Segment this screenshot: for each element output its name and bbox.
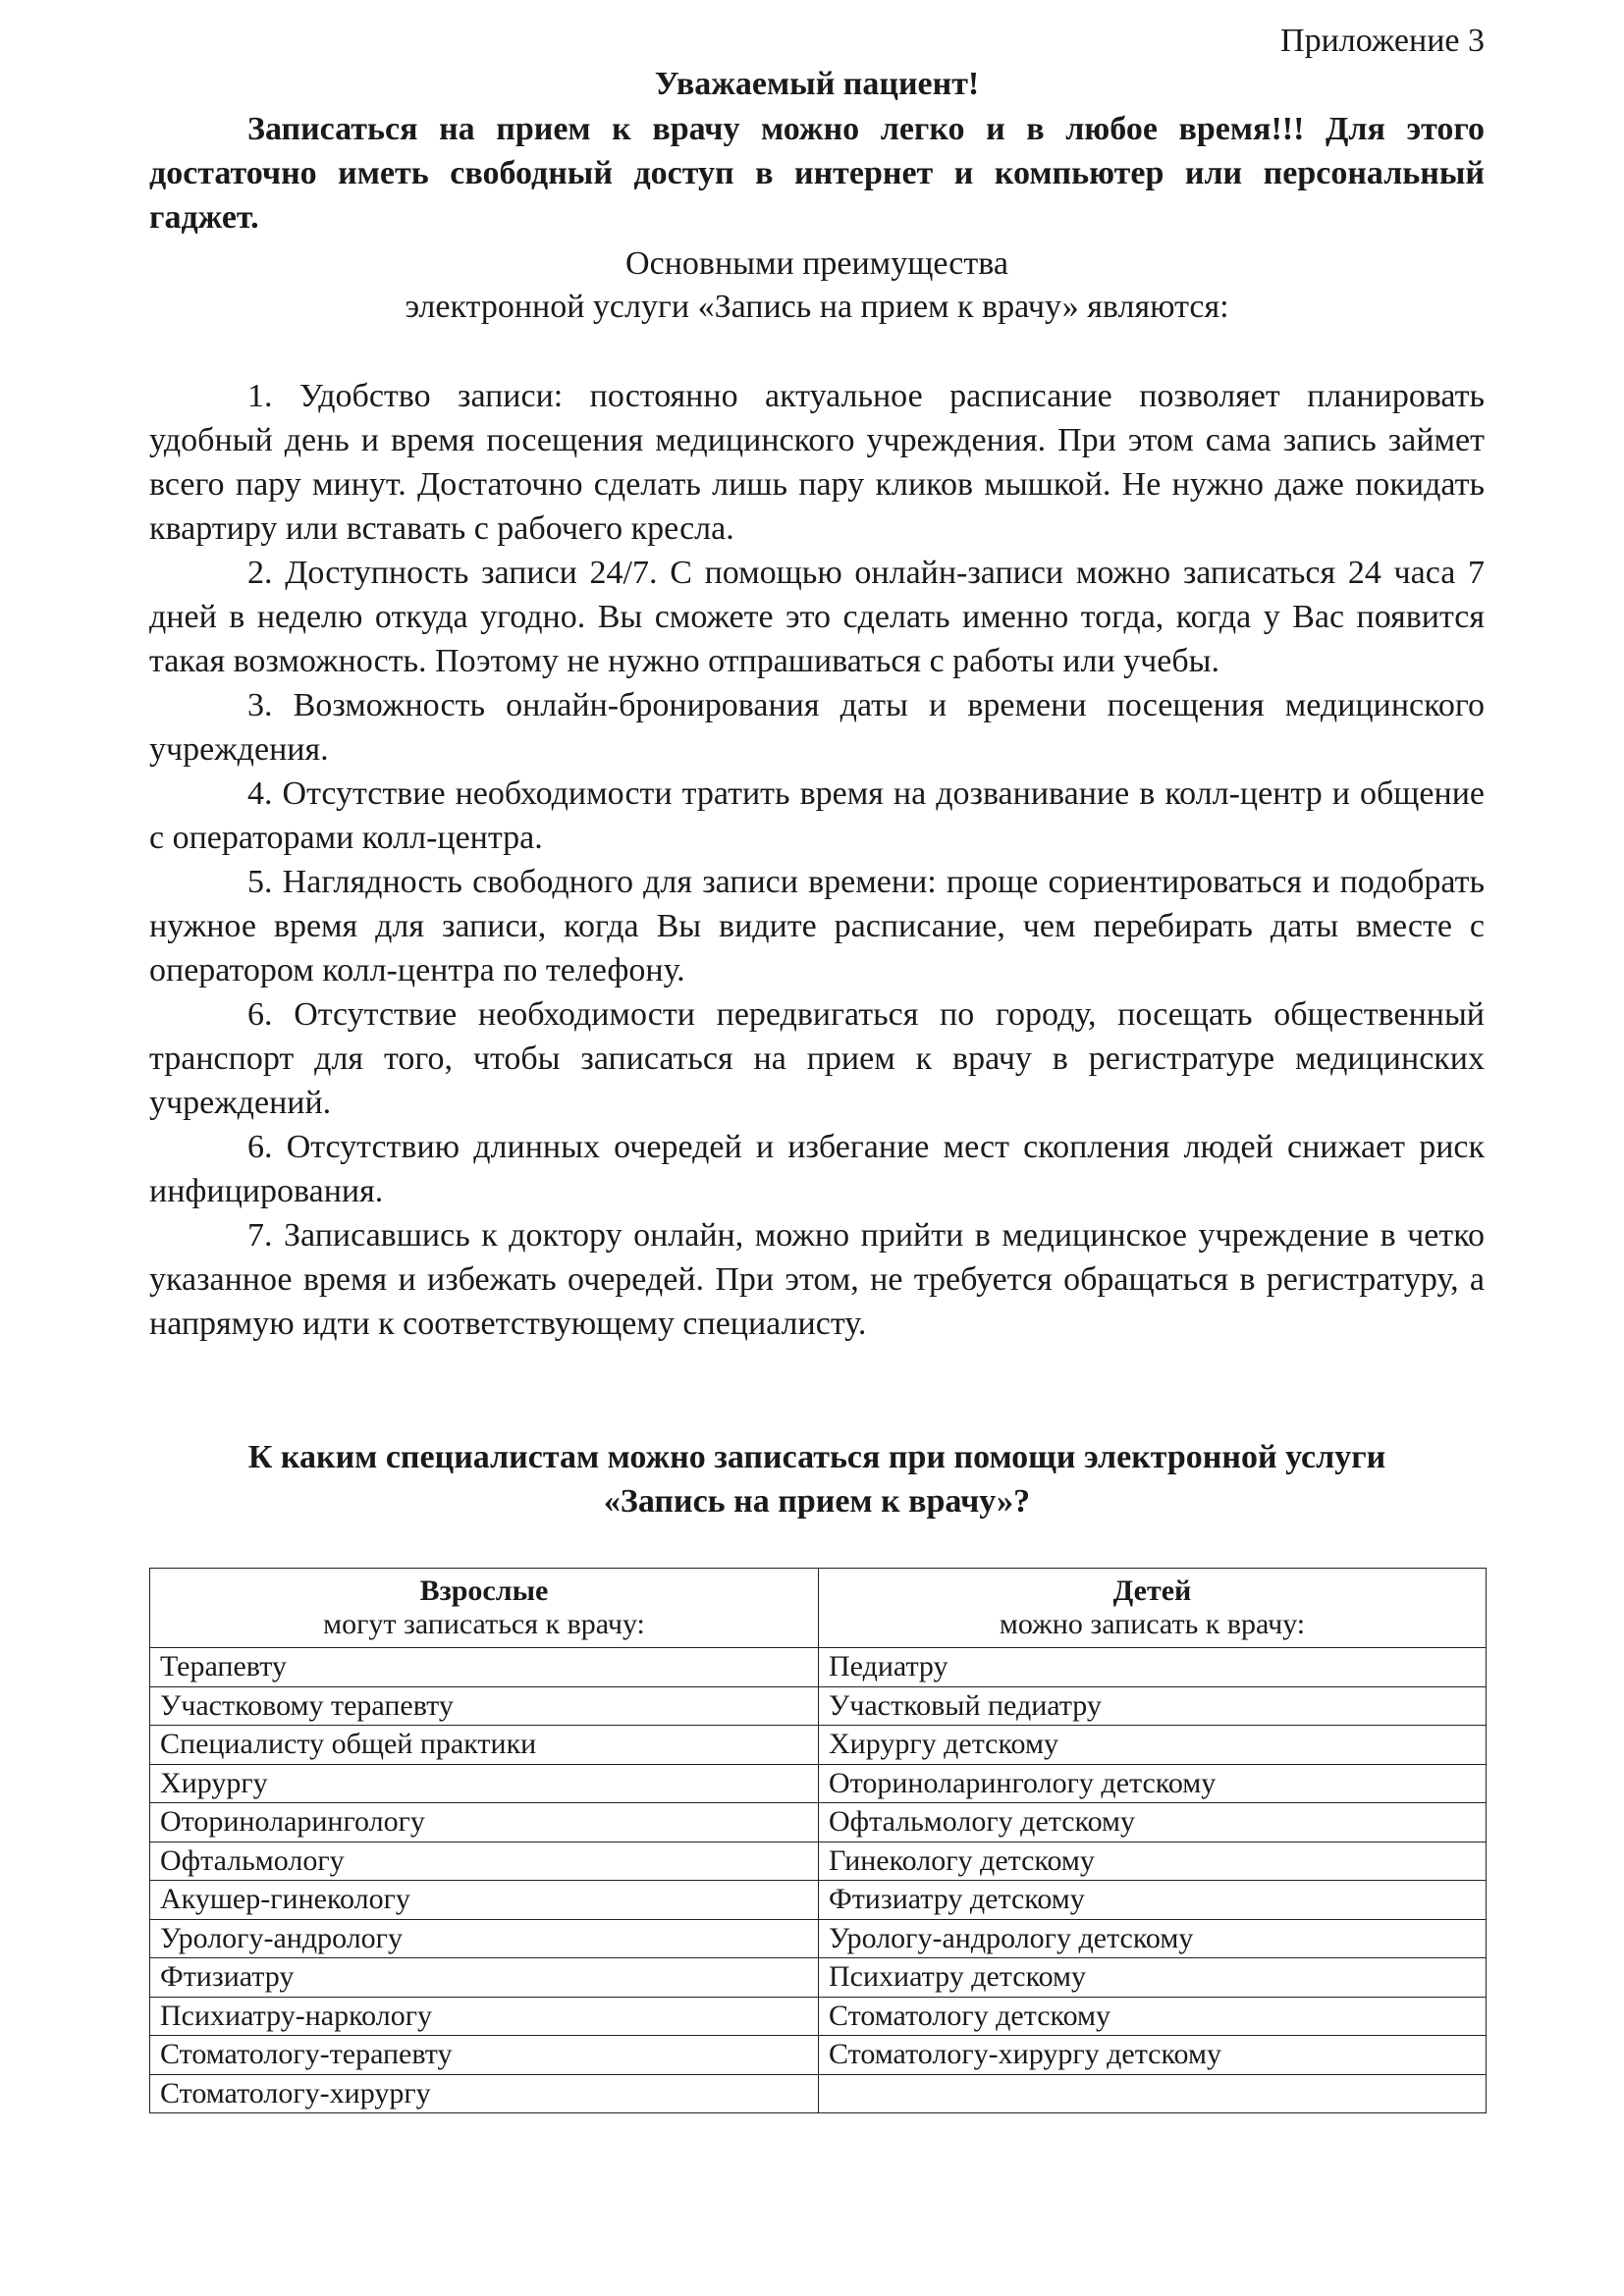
- advantage-item: 5. Наглядность свободного для записи времени: проще сориентироваться и подобрать нужное время для записи, когда Вы видите расписание, чем перебирать даты вместе с оператором колл-центра по телефону.: [149, 864, 1485, 988]
- child-specialist-cell: Педиатру: [819, 1648, 1487, 1687]
- child-specialist-cell: Участковый педиатру: [819, 1686, 1487, 1726]
- adult-specialist-cell: Участковому терапевту: [150, 1686, 819, 1726]
- adult-specialist-cell: Офтальмологу: [150, 1842, 819, 1881]
- advantage-item: 3. Возможность онлайн-бронирования даты и времени посещения медицинского учреждения.: [149, 687, 1485, 768]
- child-specialist-cell: Фтизиатру детскому: [819, 1881, 1487, 1920]
- advantage-item: 2. Доступность записи 24/7. С помощью онлайн-записи можно записаться 24 часа 7 дней в неделю откуда угодно. Вы сможете это сделать именно тогда, когда у Вас появится такая возможность. Поэтому не нужно отпрашиваться с работы или учебы.: [149, 555, 1485, 679]
- adult-specialist-cell: Специалисту общей практики: [150, 1726, 819, 1765]
- advantages-title-line1: Основными преимущества: [625, 245, 1008, 282]
- table-row: [150, 1764, 1487, 1803]
- advantages-list: [149, 374, 1485, 1346]
- table-row: [150, 1648, 1487, 1687]
- adults-header: [150, 1569, 819, 1648]
- table-row: [150, 1726, 1487, 1765]
- adult-specialist-cell: Стоматологу-терапевту: [150, 2036, 819, 2075]
- advantage-item: 4. Отсутствие необходимости тратить время на дозванивание в колл-центр и общение с операторами колл-центра.: [149, 775, 1485, 856]
- adult-specialist-cell: Терапевту: [150, 1648, 819, 1687]
- adult-specialist-cell: Акушер-гинекологу: [150, 1881, 819, 1920]
- table-row: [150, 1881, 1487, 1920]
- adult-specialist-cell: Урологу-андрологу: [150, 1919, 819, 1958]
- child-specialist-cell: Стоматологу-хирургу детскому: [819, 2036, 1487, 2075]
- table-header-row: [150, 1569, 1487, 1648]
- table-row: [150, 1842, 1487, 1881]
- advantage-item: 1. Удобство записи: постоянно актуальное расписание позволяет планировать удобный день и время посещения медицинского учреждения. При этом сама запись займет всего пару минут. Достаточно сделать лишь пару кликов мышкой. Не нужно даже покидать квартиру или вставать с рабочего кресла.: [149, 378, 1485, 547]
- specialists-title-line1: К каким специалистам можно записаться при помощи электронной услуги: [247, 1439, 1386, 1475]
- adult-specialist-cell: Стоматологу-хирургу: [150, 2074, 819, 2113]
- child-specialist-cell: Гинекологу детскому: [819, 1842, 1487, 1881]
- advantage-item: 6. Отсутствие необходимости передвигаться по городу, посещать общественный транспорт для того, чтобы записаться на прием к врачу в регистратуре медицинских учреждений.: [149, 996, 1485, 1121]
- table-row: [150, 1919, 1487, 1958]
- table-row: [150, 2036, 1487, 2075]
- table-row: [150, 1803, 1487, 1842]
- intro-paragraph: [149, 107, 1485, 240]
- child-specialist-cell: [819, 2074, 1487, 2113]
- adult-specialist-cell: Оториноларингологу: [150, 1803, 819, 1842]
- greeting-heading: Уважаемый пациент!: [654, 66, 980, 102]
- child-specialist-cell: Офтальмологу детскому: [819, 1803, 1487, 1842]
- appendix-label: Приложение 3: [1280, 23, 1485, 59]
- table-row: [150, 1686, 1487, 1726]
- children-header-title: Детей: [1112, 1575, 1192, 1607]
- adult-specialist-cell: Психиатру-наркологу: [150, 1997, 819, 2036]
- table-row: [150, 1997, 1487, 2036]
- child-specialist-cell: Оториноларингологу детскому: [819, 1764, 1487, 1803]
- adults-header-subtitle: могут записаться к врачу:: [323, 1608, 645, 1640]
- child-specialist-cell: Хирургу детскому: [819, 1726, 1487, 1765]
- adult-specialist-cell: Хирургу: [150, 1764, 819, 1803]
- table-row: [150, 1958, 1487, 1998]
- intro-text: Записаться на прием к врачу можно легко и в любое время!!! Для этого достаточно иметь свободный доступ в интернет и компьютер или персональный гаджет.: [149, 111, 1485, 236]
- children-header-subtitle: можно записать к врачу:: [999, 1608, 1306, 1640]
- specialists-title-line2: «Запись на прием к врачу»?: [603, 1483, 1031, 1520]
- child-specialist-cell: Психиатру детскому: [819, 1958, 1487, 1998]
- advantages-title-line2: электронной услуги «Запись на прием к врачу» являются:: [405, 289, 1229, 325]
- specialists-table: [149, 1568, 1487, 2113]
- adults-header-title: Взрослые: [419, 1575, 549, 1607]
- specialists-title: [149, 1435, 1485, 1523]
- child-specialist-cell: Стоматологу детскому: [819, 1997, 1487, 2036]
- children-header: [819, 1569, 1487, 1648]
- adult-specialist-cell: Фтизиатру: [150, 1958, 819, 1998]
- child-specialist-cell: Урологу-андрологу детскому: [819, 1919, 1487, 1958]
- advantage-item: 6. Отсутствию длинных очередей и избегание мест скопления людей снижает риск инфицирования.: [149, 1129, 1485, 1209]
- advantages-title: [149, 242, 1485, 329]
- advantage-item: 7. Записавшись к доктору онлайн, можно прийти в медицинское учреждение в четко указанное время и избежать очередей. При этом, не требуется обращаться в регистратуру, а напрямую идти к соответствующему специалисту.: [149, 1217, 1485, 1342]
- table-row: [150, 2074, 1487, 2113]
